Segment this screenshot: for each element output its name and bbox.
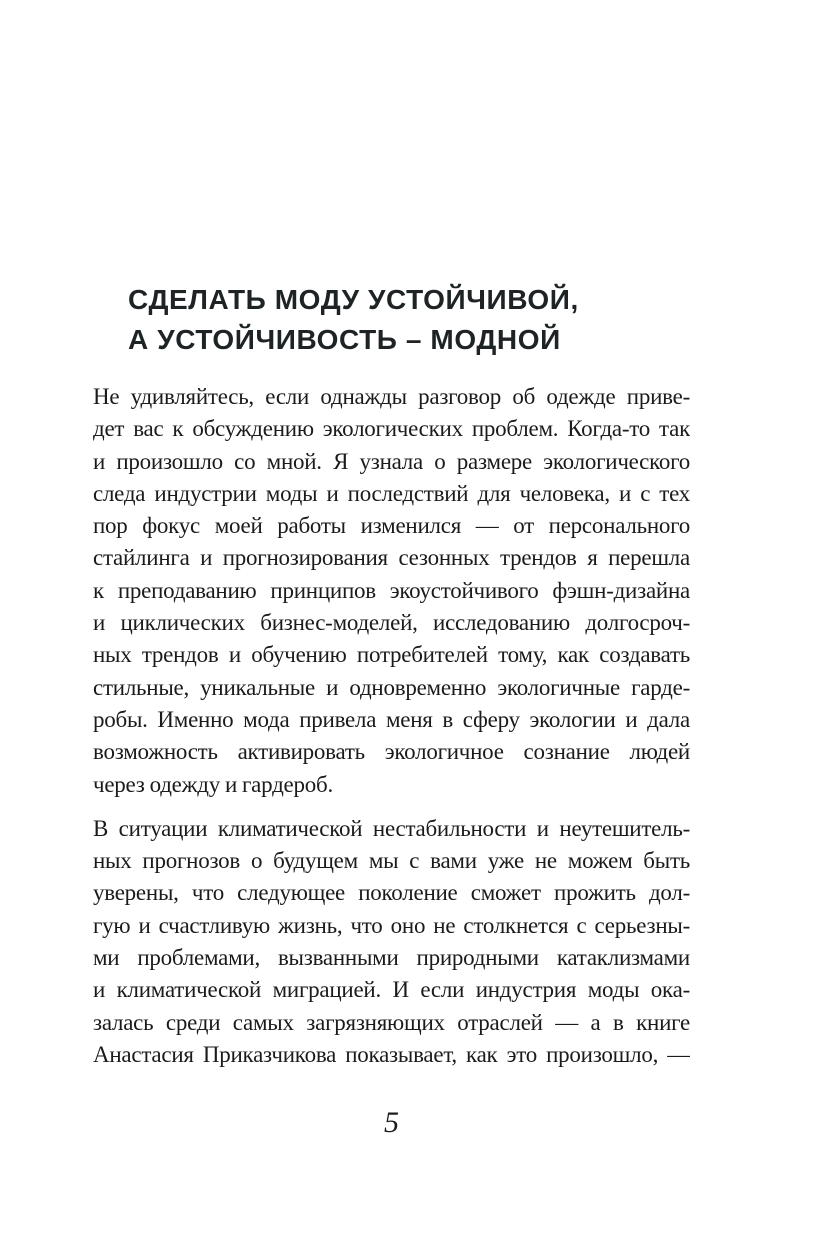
- body-text: [93, 381, 690, 1071]
- text-line: стайлинга и прогнозирования сезонных трендов я перешла: [93, 545, 690, 571]
- text-line: ных трендов и обучению потребителей тому, как создавать: [93, 642, 690, 668]
- text-line: и произошло со мной. Я узнала о размере экологического: [93, 448, 690, 474]
- text-line: робы. Именно мода привела меня в сферу экологии и дала: [93, 706, 690, 732]
- paragraph: [93, 813, 690, 1071]
- text-line: через одежду и гардероб.: [93, 771, 333, 797]
- text-line: и климатической миграцией. И если индустрия моды ока-: [93, 977, 690, 1003]
- text-line: залась среди самых загрязняющих отраслей — а в книге: [93, 1009, 690, 1035]
- chapter-title-line: А УСТОЙЧИВОСТЬ – МОДНОЙ: [128, 324, 561, 355]
- text-line: Анастасия Приказчикова показывает, как это произошло, —: [93, 1041, 690, 1067]
- text-line: ми проблемами, вызванными природными катаклизмами: [93, 945, 690, 971]
- paragraph: [93, 381, 690, 801]
- text-line: к преподаванию принципов экоустойчивого фэшн-дизайна: [93, 577, 690, 603]
- text-line: В ситуации климатической нестабильности и неутешитель-: [93, 815, 690, 841]
- chapter-title-line: СДЕЛАТЬ МОДУ УСТОЙЧИВОЙ,: [128, 284, 579, 315]
- text-line: и циклических бизнес-моделей, исследованию долгосроч-: [93, 610, 690, 636]
- text-line: пор фокус моей работы изменился — от персонального: [93, 513, 690, 539]
- chapter-title: [128, 280, 688, 360]
- text-line: гую и счастливую жизнь, что оно не столкнется с серьезны-: [93, 912, 690, 938]
- text-line: стильные, уникальные и одновременно экологичные гарде-: [93, 674, 690, 700]
- text-line: уверены, что следующее поколение сможет прожить дол-: [93, 880, 690, 906]
- text-line: дет вас к обсуждению экологических проблем. Когда-то так: [93, 416, 690, 442]
- text-line: Не удивляйтесь, если однажды разговор об одежде приве-: [93, 384, 690, 409]
- text-line: следа индустрии моды и последствий для человека, и с тех: [93, 480, 690, 506]
- text-line: возможность активировать экологичное сознание людей: [93, 739, 690, 765]
- page-number: 5: [384, 1106, 399, 1139]
- text-line: ных прогнозов о будущем мы с вами уже не можем быть: [93, 848, 690, 874]
